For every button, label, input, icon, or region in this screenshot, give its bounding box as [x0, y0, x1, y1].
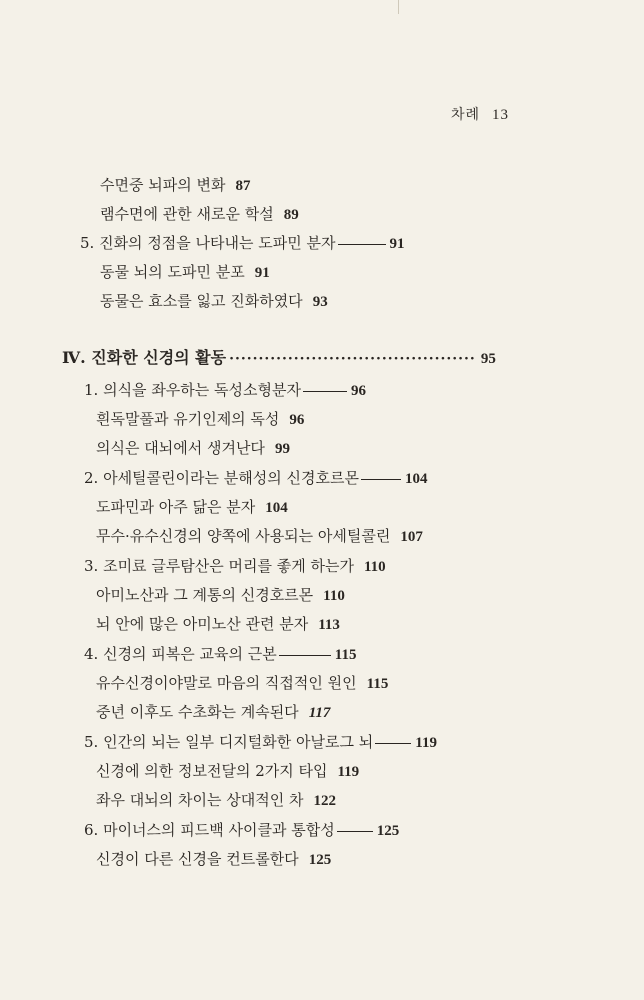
toc-entry-title: 동물 뇌의 도파민 분포: [100, 263, 245, 281]
toc-entry-title: 좌우 대뇌의 차이는 상대적인 차: [96, 791, 304, 809]
toc-entry: [96, 849, 331, 870]
running-head-label: 차례: [450, 107, 480, 123]
toc-entry-title: 동물은 효소를 잃고 진화하였다: [100, 292, 303, 310]
toc-entry: [96, 497, 288, 518]
toc-entry-page: 125: [308, 852, 332, 868]
toc-entry-title: 중년 이후도 수초화는 계속된다: [96, 703, 299, 721]
toc-entry-title: 의식은 대뇌에서 생겨난다: [96, 439, 265, 457]
toc-entry-page: 91: [254, 265, 270, 281]
toc-section-page: 104: [404, 471, 428, 487]
toc-section: [84, 468, 427, 489]
toc-section: [84, 644, 356, 665]
toc-entry-title: 수면중 뇌파의 변화: [100, 176, 226, 194]
toc-entry-page: 119: [337, 764, 360, 780]
leader-dots: ··········································: [229, 351, 476, 367]
toc-entry: [96, 702, 330, 723]
toc-entry-page: 117: [308, 705, 331, 721]
toc-entry-title: 신경에 의한 정보전달의 2가지 타입: [96, 762, 328, 780]
toc-entry: [96, 585, 345, 606]
toc-section-title: 2. 아세틸콜린이라는 분해성의 신경호르몬: [84, 469, 359, 487]
toc-entry: [96, 673, 388, 694]
toc-section-page: 119: [415, 735, 437, 751]
toc-section: [84, 556, 386, 577]
leader-line: [303, 391, 347, 392]
toc-section: [84, 820, 399, 841]
toc-section-page: 110: [364, 559, 386, 575]
toc-entry: [100, 175, 250, 196]
toc-entry-page: 110: [323, 588, 345, 604]
toc-entry: [96, 790, 336, 811]
toc-entry: [96, 438, 290, 459]
toc-section-title: 4. 신경의 피복은 교육의 근본: [84, 645, 277, 663]
leader-line: [361, 479, 401, 480]
toc-entry: [96, 409, 304, 430]
toc-entry-page: 99: [274, 441, 290, 457]
running-head: [451, 104, 509, 124]
toc-entry: [96, 614, 340, 635]
toc-entry: [96, 761, 359, 782]
leader-line: [375, 743, 411, 744]
toc-entry-title: 흰독말풀과 유기인제의 독성: [96, 410, 280, 428]
toc-section-title: 5. 진화의 정점을 나타내는 도파민 분자: [80, 234, 336, 252]
toc-entry-title: 신경이 다른 신경을 컨트롤한다: [96, 850, 299, 868]
toc-section-page: 125: [376, 823, 400, 839]
leader-line: [279, 655, 331, 656]
toc-entry: [96, 526, 423, 547]
toc-entry-title: 무수·유수신경의 양쪽에 사용되는 아세틸콜린: [96, 527, 391, 545]
gutter-mark: [398, 0, 399, 14]
toc-entry: [100, 204, 299, 225]
toc-section-title: 5. 인간의 뇌는 일부 디지털화한 아날로그 뇌: [84, 733, 374, 751]
toc-section-title: 1. 의식을 좌우하는 독성소형분자: [84, 381, 301, 399]
toc-section-title: 3. 조미료 글루탐산은 머리를 좋게 하는가: [84, 557, 354, 575]
toc-chapter: [62, 348, 496, 369]
toc-entry-title: 유수신경이야말로 마음의 직접적인 원인: [96, 674, 357, 692]
toc-section-page: 96: [351, 383, 366, 399]
toc-section-title: 6. 마이너스의 피드백 사이클과 통합성: [84, 821, 335, 839]
toc-entry-page: 104: [265, 500, 288, 516]
toc-chapter-page: 95: [480, 351, 496, 367]
toc-section: [84, 732, 437, 753]
toc-section: [84, 380, 366, 401]
toc-section: [80, 233, 405, 254]
toc-section-page: 91: [389, 236, 405, 252]
toc-entry-page: 96: [289, 412, 305, 428]
toc-entry-page: 93: [312, 294, 328, 310]
toc-entry-page: 107: [400, 529, 423, 545]
toc-entry-page: 89: [283, 207, 299, 223]
page-number: 13: [492, 107, 509, 123]
toc-entry-title: 도파민과 아주 닮은 분자: [96, 498, 256, 516]
toc-entry-page: 122: [313, 793, 336, 809]
toc-entry-page: 115: [366, 676, 389, 692]
toc-entry: [100, 262, 270, 283]
leader-line: [337, 831, 373, 832]
toc-entry-title: 램수면에 관한 새로운 학설: [100, 205, 274, 223]
toc-entry-page: 87: [235, 178, 251, 194]
toc-section-page: 115: [334, 647, 357, 663]
toc-chapter-title: Ⅳ. 진화한 신경의 활동: [62, 348, 227, 367]
toc-entry-title: 아미노산과 그 계통의 신경호르몬: [96, 586, 314, 604]
leader-line: [338, 244, 386, 245]
toc-entry-title: 뇌 안에 많은 아미노산 관련 분자: [96, 615, 309, 633]
toc-entry-page: 113: [318, 617, 340, 633]
toc-entry: [100, 291, 328, 312]
